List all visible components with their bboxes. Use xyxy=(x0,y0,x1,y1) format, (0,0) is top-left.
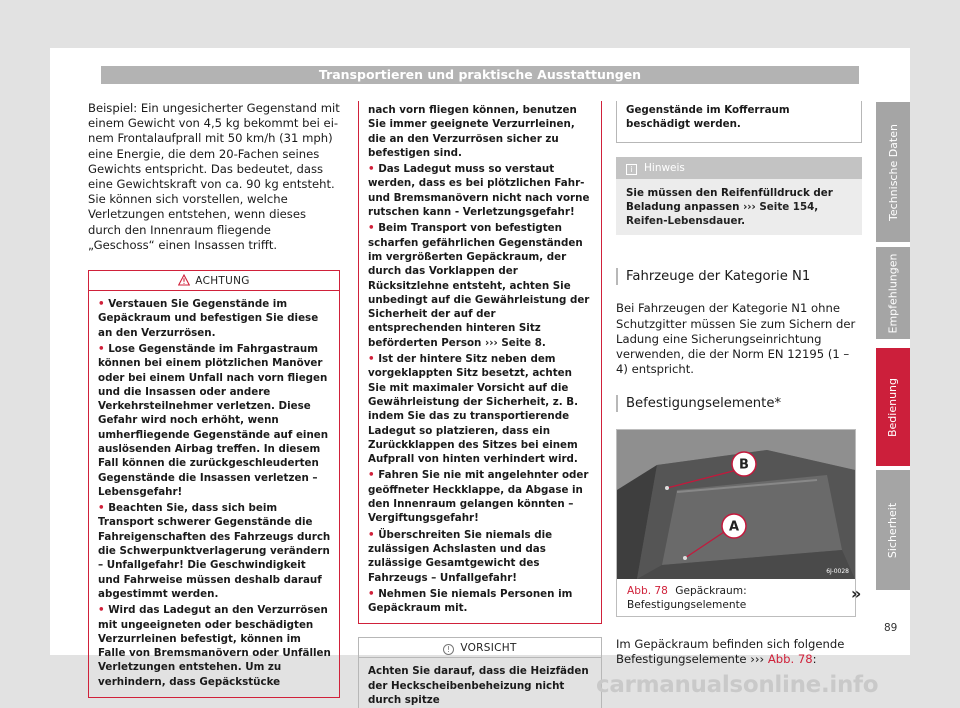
tab-sicherheit[interactable]: Sicherheit xyxy=(876,470,910,590)
intro-paragraph: Beispiel: Ein ungesicherter Gegenstand mit einem Gewicht von 4,5 kg bekommt bei einem Frontalaufprall mit 50 km/h (31 mph) eine Energie, die dem 20-Fachen seines Gewichts entspricht. Das bedeutet, dass eine Gewichtskraft von ca. 90 kg entsteht. Sie können sich vorstellen, welche Verletzungen entstehen, wenn dieses durch den Innenraum fliegende „Geschoss“ einen Insassen trifft. xyxy=(88,101,340,252)
figure-78 xyxy=(616,429,856,617)
achtung-header xyxy=(89,271,339,291)
section-n1-text: Bei Fahrzeugen der Kategorie N1 ohne Schutzgitter müssen Sie zum Sichern der Ladung eine Sicherungseinrichtung verwenden, die der Norm EN 12195 (1 – 4) entspricht. xyxy=(616,301,856,377)
figure-code: 6J-0028 xyxy=(826,567,849,575)
tab-technische-daten[interactable]: Technische Daten xyxy=(876,102,910,242)
hinweis-box xyxy=(616,157,862,236)
figure-label-a: A xyxy=(728,519,740,534)
hinweis-header xyxy=(616,157,862,179)
list-item: • Lose Gegenstände im Fahrgastraum können bei einem plötzlichen Manöver oder bei einem Unfall nach vorn fliegen und die Insassen oder andere Verkehrsteilnehmer verletzen. Diese Gefahr wird noch erhöht, wenn umherfliegende Gegenstände auf einen auslösenden Airbag treffen. In diesem Fall können die zurückgeschleuderten Gegenstände die Insassen verletzen – Lebensgefahr! xyxy=(98,342,329,498)
watermark: carmanualsonline.info xyxy=(596,672,879,698)
trunk-illustration xyxy=(617,430,855,579)
vorsicht-label: VORSICHT xyxy=(460,642,517,655)
tab-bedienung[interactable]: Bedienung xyxy=(876,348,910,466)
info-icon: i xyxy=(626,164,637,175)
figure-label-b: B xyxy=(739,457,749,472)
page-header: Transportieren und praktische Ausstattungen xyxy=(101,66,859,84)
continuation-text: nach vorn fliegen können, benutzen Sie immer geeignete Verzurrleinen, die an den Verzurrösen sicher zu befestigen sind. xyxy=(368,104,577,159)
hinweis-label: Hinweis xyxy=(644,161,685,174)
list-item: • Ist der hintere Sitz neben dem vorgeklappten Sitz besetzt, achten Sie mit maximaler Vorsicht auf die Gewährleistung der Sicherheit, z. B. indem Sie das zu transportierende Ladegut so platzieren, dass ein Zurückklappen des Sitzes bei einem Aufprall von hinten verhindert wird. xyxy=(368,353,578,466)
list-item: • Das Ladegut muss so verstaut werden, dass es bei plötzlichen Fahr- und Bremsmanövern nicht nach vorne rutschen kann - Verletzungsgefahr! xyxy=(368,163,590,219)
column-2 xyxy=(358,101,602,708)
vorsicht-body: Achten Sie darauf, dass die Heizfäden der Heckscheibenbeheizung nicht durch spitze xyxy=(368,665,589,706)
vorsicht-header xyxy=(359,638,601,658)
figure-caption: Abb. 78 Gepäckraum: Befestigungselemente xyxy=(627,584,747,611)
list-item: • Beim Transport von befestigten scharfen gefährlichen Gegenständen im vergrößerten Gepäckraum, der durch das Vorklappen der Rücksitzlehne entsteht, achten Sie unbedingt auf die Gewährleistung der Sicherheit der auf der entsprechenden hinteren Sitz beförderten Person ››› Seite 8. xyxy=(368,222,590,349)
hinweis-link[interactable]: Seite 154, Reifen-Lebensdauer xyxy=(626,200,819,228)
vorsicht-continuation: Gegenstände im Kofferraum beschädigt werden. xyxy=(626,104,790,131)
vorsicht-box xyxy=(358,637,602,708)
info-circle-icon: ! xyxy=(443,644,454,655)
vorsicht-box-continued xyxy=(616,101,862,143)
achtung-label: ACHTUNG xyxy=(195,275,250,288)
figure-link[interactable]: Abb. 78 xyxy=(767,651,813,666)
list-item: • Verstauen Sie Gegenstände im Gepäckraum und befestigen Sie diese an den Verzurrösen. xyxy=(98,298,319,339)
achtung-body xyxy=(89,291,339,697)
list-item: • Nehmen Sie niemals Personen im Gepäckraum mit. xyxy=(368,587,573,615)
achtung-box xyxy=(88,270,340,698)
trunk-photo xyxy=(617,430,855,579)
achtung-box-continued xyxy=(358,101,602,624)
column-1 xyxy=(88,101,340,698)
hinweis-body: Sie müssen den Reifenfülldruck der Beladung anpassen ››› Seite 154, Reifen-Lebensdauer. xyxy=(626,186,833,228)
column-3 xyxy=(616,101,862,667)
list-item: • Wird das Ladegut an den Verzurrösen mit ungeeigneten oder beschädigten Verzurrleinen befestigt, können im Falle von Bremsmanövern oder Unfällen Verletzungen entstehen. Um zu verhindern, dass Gepäckstücke xyxy=(98,604,331,688)
page-number: 89 xyxy=(884,622,898,634)
list-item: • Überschreiten Sie niemals die zulässigen Achslasten und das zulässige Gesamtgewicht des Fahrzeugs – Unfallgefahr! xyxy=(368,528,553,584)
list-item: • Beachten Sie, dass sich beim Transport schwerer Gegenstände die Fahreigenschaften des Fahrzeugs durch die Schwerpunktverlagerung verändern – Unfallgefahr! Die Geschwindigkeit und Fahrweise müssen deshalb darauf abgestimmt werden. xyxy=(98,502,331,600)
xref-arrow: ››› xyxy=(484,336,498,349)
closing-paragraph: Im Gepäckraum befinden sich folgende Befestigungselemente ››› Abb. 78: xyxy=(616,636,845,666)
section-title-n1: Fahrzeuge der Kategorie N1 xyxy=(616,268,862,285)
tab-empfehlungen[interactable]: Empfehlungen xyxy=(876,247,910,339)
xref-link[interactable]: Seite 8 xyxy=(501,336,542,349)
achtung-body-continued xyxy=(359,101,601,623)
list-item: • Fahren Sie nie mit angelehnter oder geöffneter Heckklappe, da Abgase in den Innenraum gelangen könnten – Vergiftungsgefahr! xyxy=(368,469,589,525)
continue-icon: » xyxy=(851,584,862,603)
section-title-befestigung: Befestigungselemente* xyxy=(616,395,862,412)
warning-triangle-icon xyxy=(178,274,190,286)
